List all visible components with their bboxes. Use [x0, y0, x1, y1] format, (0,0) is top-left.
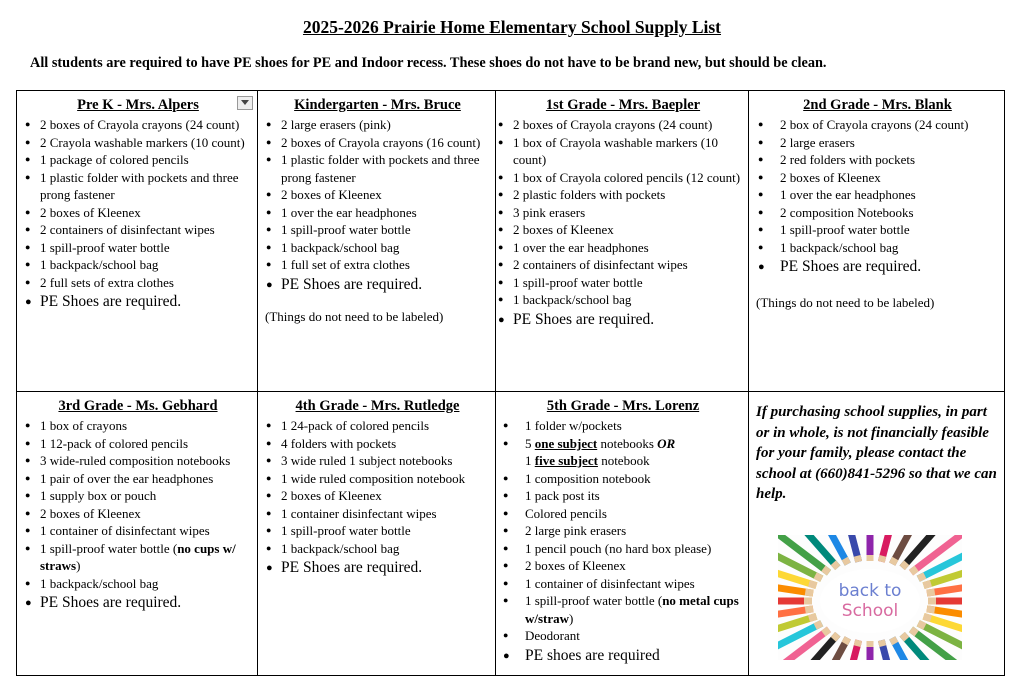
list-item: ● 2 containers of disinfectant wipes	[24, 221, 252, 239]
list-item: ● 1 over the ear headphones	[497, 239, 743, 257]
notebook-item	[501, 435, 743, 470]
pencil-tip-shape	[902, 634, 906, 639]
first-grade-heading: 1st Grade - Mrs. Baepler	[545, 97, 701, 113]
notebook-count: 1	[525, 453, 535, 468]
water-bottle-note: no cups w/ straws	[40, 540, 236, 573]
list-item: ● 1 spill-proof water bottle	[24, 239, 252, 257]
pencil-tip-shape	[881, 640, 883, 646]
fifth-grade-heading: 5th Grade - Mrs. Lorenz	[546, 398, 700, 414]
list-item: ● 1 container of disinfectant wipes	[501, 575, 743, 593]
list-item: ● 1 pencil pouch (no hard box please)	[501, 540, 743, 558]
notebook-type: one subject	[534, 435, 598, 451]
list-item: ● 1 container disinfectant wipes	[265, 505, 490, 523]
fifth-grade-cell	[496, 392, 749, 676]
supply-list-table	[16, 90, 1005, 676]
list-item: ● 2 boxes of Crayola crayons (24 count)	[24, 116, 252, 134]
list-item: ● 4 folders with pockets	[265, 435, 490, 453]
list-item: ● 2 red folders with pockets	[756, 151, 999, 169]
fourth-grade-cell	[258, 392, 496, 676]
pencil-tip-shape	[892, 559, 895, 565]
pencil-tip-shape	[809, 583, 816, 585]
list-item: ● 1 box of Crayola colored pencils (12 count)	[497, 169, 743, 187]
list-item: ● 1 supply box or pouch	[24, 487, 252, 505]
image-caption-line2: School	[841, 601, 899, 621]
fourth-grade-list	[265, 417, 490, 578]
pencil-tip-shape	[881, 556, 883, 562]
list-item: ● 1 pair of over the ear headphones	[24, 470, 252, 488]
list-item: ● 3 wide ruled 1 subject notebooks	[265, 452, 490, 470]
pencil-tip-shape	[833, 634, 837, 639]
pencil-tip-shape	[911, 568, 917, 572]
list-item: ● 2 boxes of Kleenex	[501, 557, 743, 575]
list-item: ● 1 backpack/school bag	[265, 540, 490, 558]
list-item: ● 1 folder w/pockets	[501, 417, 743, 435]
pencil-tip-shape	[911, 629, 917, 633]
pencil-tip-shape	[857, 640, 859, 646]
pencil-tip-shape	[857, 556, 859, 562]
water-bottle-note: no metal cups w/straw	[525, 593, 739, 626]
pe-shoes-item: ● PE shoes are required	[501, 645, 743, 666]
pencil-tip-shape	[815, 575, 822, 578]
list-item: ● 1 backpack/school bag	[265, 239, 490, 257]
list-item: ● 1 over the ear headphones	[265, 204, 490, 222]
prek-cell	[17, 91, 258, 392]
pencil-tip-shape	[815, 623, 822, 626]
list-item: ● 2 boxes of Kleenex	[756, 169, 999, 187]
list-item: ● 2 large erasers (pink)	[265, 116, 490, 134]
list-item: ● 2 large pink erasers	[501, 522, 743, 540]
list-item: ● 1 12-pack of colored pencils	[24, 435, 252, 453]
water-bottle-item	[501, 592, 743, 627]
pencil-tip-shape	[902, 563, 906, 568]
list-item: ● 2 boxes of Kleenex	[265, 487, 490, 505]
fourth-grade-heading: 4th Grade - Mrs. Rutledge	[295, 398, 460, 414]
list-item: ● 1 pack post its	[501, 487, 743, 505]
pe-shoes-item: ● PE Shoes are required.	[265, 557, 490, 578]
list-item: ● 1 box of Crayola washable markers (10 count)	[497, 134, 743, 169]
list-item: ● 1 24-pack of colored pencils	[265, 417, 490, 435]
colored-pencils-image	[778, 535, 962, 660]
pencil-tip-shape	[918, 623, 925, 626]
first-grade-cell	[496, 91, 749, 392]
list-item: ● 3 wide-ruled composition notebooks	[24, 452, 252, 470]
pe-shoes-item: ● PE Shoes are required.	[756, 256, 999, 277]
list-item: ● 1 backpack/school bag	[497, 291, 743, 309]
notebook-or: OR	[657, 435, 676, 451]
list-item: ● 1 backpack/school bag	[756, 239, 999, 257]
list-item: ● 1 spill-proof water bottle	[265, 221, 490, 239]
kindergarten-list	[265, 116, 490, 295]
fifth-grade-list	[501, 417, 743, 666]
third-grade-list	[24, 417, 252, 613]
list-item: ● 2 large erasers	[756, 134, 999, 152]
list-item: ● 1 spill-proof water bottle	[265, 522, 490, 540]
kindergarten-cell	[258, 91, 496, 392]
pencil-tip-shape	[805, 609, 813, 610]
list-item: ● 2 box of Crayola crayons (24 count)	[756, 116, 999, 134]
financial-help-cell	[749, 392, 1005, 676]
pencil-tip-shape	[845, 559, 848, 565]
pe-shoes-item: ● PE Shoes are required.	[24, 291, 252, 312]
list-item: ● 2 full sets of extra clothes	[24, 274, 252, 292]
first-grade-list	[497, 116, 743, 330]
kindergarten-heading: Kindergarten - Mrs. Bruce	[294, 97, 461, 113]
labeling-note: (Things do not need to be labeled)	[265, 308, 444, 324]
list-item: ● 2 boxes of Kleenex	[24, 204, 252, 222]
list-item: ● 1 package of colored pencils	[24, 151, 252, 169]
list-item: ● 1 wide ruled composition notebook	[265, 470, 490, 488]
pe-shoes-notice: All students are required to have PE shoes for PE and Indoor recess. These shoes do not have to be brand new, but should be clean.	[30, 55, 827, 71]
list-item: ● 2 boxes of Kleenex	[24, 505, 252, 523]
pencil-tip-shape	[927, 592, 935, 593]
pencil-tip-shape	[809, 616, 816, 618]
pencil-tip-shape	[805, 592, 813, 593]
water-bottle-close: )	[76, 558, 81, 573]
pencil-tip-shape	[924, 583, 931, 585]
water-bottle-item	[24, 540, 252, 575]
page-title: 2025-2026 Prairie Home Elementary School Supply List	[302, 17, 722, 37]
pencil-tip-shape	[845, 638, 848, 644]
notebook-text: notebooks	[597, 435, 658, 451]
list-item: ● 1 composition notebook	[501, 470, 743, 488]
second-grade-heading: 2nd Grade - Mrs. Blank	[803, 97, 952, 113]
notebook-count: 5	[525, 435, 535, 451]
third-grade-heading: 3rd Grade - Ms. Gebhard	[58, 398, 218, 414]
pencil-tip-shape	[823, 629, 829, 633]
third-grade-cell	[17, 392, 258, 676]
list-item: ● 1 plastic folder with pockets and three prong fastener	[265, 151, 490, 186]
list-item: ● 2 containers of disinfectant wipes	[497, 256, 743, 274]
list-item: ● 2 boxes of Crayola crayons (24 count)	[497, 116, 743, 134]
pencil-tip-shape	[918, 575, 925, 578]
pencil-tip-shape	[823, 568, 829, 572]
list-item: ● 1 spill-proof water bottle	[497, 274, 743, 292]
pe-shoes-item: ● PE Shoes are required.	[265, 274, 490, 295]
pencil-tip-shape	[927, 609, 935, 610]
prek-list	[24, 116, 252, 312]
pencil-tip-shape	[892, 638, 895, 644]
list-item: ● 1 plastic folder with pockets and three prong fastener	[24, 169, 252, 204]
pencil-tip-shape	[833, 563, 837, 568]
list-item: ● 2 boxes of Kleenex	[265, 186, 490, 204]
second-grade-list	[756, 116, 999, 277]
list-item: ● 1 backpack/school bag	[24, 256, 252, 274]
water-bottle-close: )	[569, 610, 574, 626]
notebook-text: notebook	[597, 453, 650, 468]
list-item: ● Deodorant	[501, 627, 743, 645]
list-item: ● 1 spill-proof water bottle	[756, 221, 999, 239]
notebook-type: five subject	[534, 453, 598, 468]
list-item: ● 2 boxes of Crayola crayons (16 count)	[265, 134, 490, 152]
list-item: ● 2 composition Notebooks	[756, 204, 999, 222]
pencil-tip-shape	[924, 616, 931, 618]
list-item: ● 1 full set of extra clothes	[265, 256, 490, 274]
back-to-school-image	[778, 535, 962, 660]
financial-help-text: If purchasing school supplies, in part or in whole, is not financially feasible for your family, please contact the school at (660)841-5296 so that we can help.	[756, 404, 997, 502]
pe-shoes-item: ● PE Shoes are required.	[24, 592, 252, 613]
labeling-note: (Things do not need to be labeled)	[756, 295, 935, 310]
list-item: ● 1 over the ear headphones	[756, 186, 999, 204]
water-bottle-text: 1 spill-proof water bottle (	[525, 593, 663, 608]
list-item: ● Colored pencils	[501, 505, 743, 523]
second-grade-cell	[749, 91, 1005, 392]
list-item: ● 2 plastic folders with pockets	[497, 186, 743, 204]
list-item: ● 1 backpack/school bag	[24, 575, 252, 593]
dropdown-arrow-icon[interactable]	[237, 96, 253, 110]
image-caption-line1: back to	[838, 581, 902, 601]
list-item: ● 1 container of disinfectant wipes	[24, 522, 252, 540]
prek-heading: Pre K - Mrs. Alpers	[77, 97, 199, 113]
list-item: ● 2 Crayola washable markers (10 count)	[24, 134, 252, 152]
water-bottle-text: 1 spill-proof water bottle (	[40, 540, 178, 556]
list-item: ● 1 box of crayons	[24, 417, 252, 435]
list-item: ● 2 boxes of Kleenex	[497, 221, 743, 239]
list-item: ● 3 pink erasers	[497, 204, 743, 222]
pe-shoes-item: ● PE Shoes are required.	[497, 309, 743, 330]
